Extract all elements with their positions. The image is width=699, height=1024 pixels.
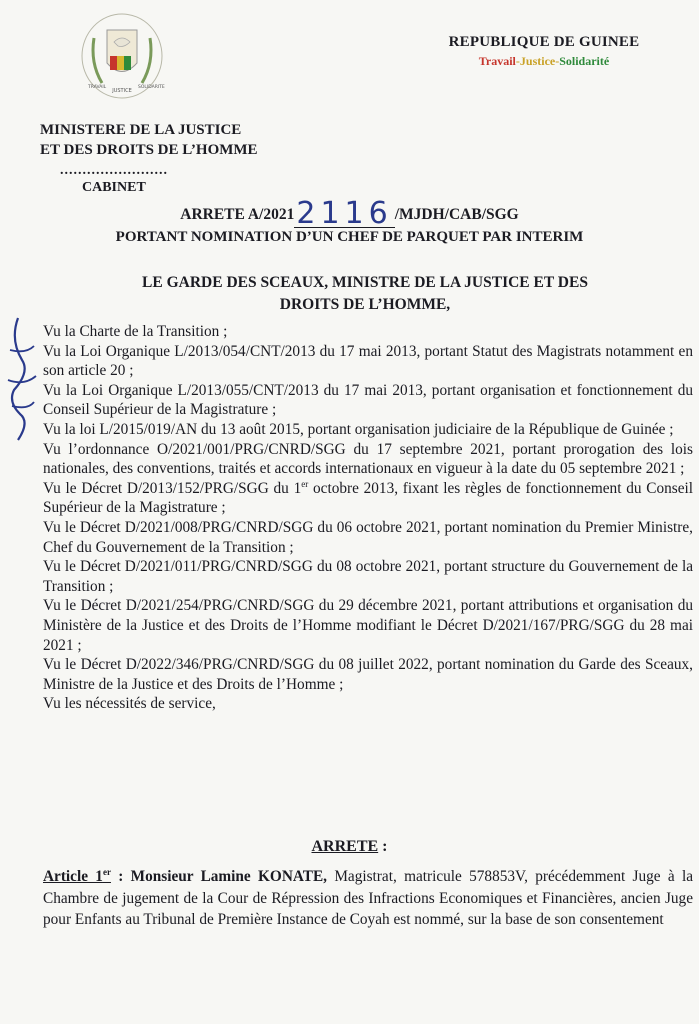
emblem-label-justice: JUSTICE xyxy=(112,88,132,94)
visa-line: Vu le Décret D/2021/008/PRG/CNRD/SGG du 06 octobre 2021, portant nomination du Premier Ministre, Chef du Gouvernement de la Transition ; xyxy=(43,518,693,556)
ordinal-suffix: er xyxy=(301,478,309,489)
motto-solidarite: Solidarité xyxy=(559,54,610,68)
republic-title: REPUBLIQUE DE GUINEE xyxy=(448,34,640,50)
arrete-prefix: ARRETE A/2021 xyxy=(180,206,295,223)
article-1 xyxy=(43,866,693,931)
ministry-name xyxy=(40,120,258,160)
appointee-name: Monsieur Lamine KONATE, xyxy=(130,868,328,885)
arrete-suffix: /MJDH/CAB/SGG xyxy=(394,206,519,223)
arrete-reference xyxy=(0,192,699,231)
national-motto xyxy=(404,54,684,69)
article-separator: : xyxy=(110,868,131,885)
dotted-separator: ........................ xyxy=(60,163,168,178)
motto-justice: Justice xyxy=(519,54,556,68)
article-text: Magistrat, matricule 578853V, précédemment Juge à la Chambre de jugement de la Cour de Répression des Infractions Economiques et Financières, ancien Juge pour Enfants au Tribunal de Première Instance de Coyah est nommé, sur la base de son consentement xyxy=(43,868,694,928)
visa-line: Vu la Loi Organique L/2013/055/CNT/2013 du 17 mai 2013, portant organisation et fonctionnement du Conseil Supérieur de la Magistrature ; xyxy=(43,381,693,419)
visa-line: Vu l’ordonnance O/2021/001/PRG/CNRD/SGG du 17 septembre 2021, portant prorogation des lois nationales, des conventions, traités et accords internationaux en vigueur à la date du 05 septembre 2021 ; xyxy=(43,440,693,478)
visa-line: Vu le Décret D/2021/011/PRG/CNRD/SGG du 08 octobre 2021, portant structure du Gouvernement de la Transition ; xyxy=(43,558,693,595)
visa-text: octobre 2013, fixant les règles de fonctionnement du Conseil Supérieur de la Magistrature ; xyxy=(43,479,693,517)
minister-title xyxy=(40,272,690,316)
minister-title-line: DROITS DE L’HOMME, xyxy=(279,296,451,313)
cabinet-label: CABINET xyxy=(82,180,146,195)
visa-line: Vu le Décret D/2022/346/PRG/CNRD/SGG du 08 juillet 2022, portant nomination du Garde des Sceaux, Ministre de la Justice et des Droits de l’Homme ; xyxy=(43,656,693,693)
arrete-heading-text: ARRETE xyxy=(311,838,379,855)
article-label: Article 1er xyxy=(43,866,111,885)
republic-block xyxy=(404,34,684,69)
arrete-heading-colon: : xyxy=(378,838,388,855)
visa-line: Vu le Décret D/2021/254/PRG/CNRD/SGG du 29 décembre 2021, portant attributions et organisation du Ministère de la Justice et des Droits de l’Homme modifiant le Décret D/2021/167/PRG/SGG du 28 mai 2021 ; xyxy=(43,597,693,654)
visa-line: Vu la loi L/2015/019/AN du 13 août 2015, portant organisation judiciaire de la République de Guinée ; xyxy=(43,420,674,438)
guinea-coat-of-arms-icon xyxy=(72,8,172,108)
visa-line: Vu les nécessités de service, xyxy=(43,695,216,713)
arrete-heading xyxy=(0,838,699,856)
ministry-line: MINISTERE DE LA JUSTICE xyxy=(40,122,242,138)
visas-block xyxy=(43,322,693,714)
ministry-line: ET DES DROITS DE L’HOMME xyxy=(40,142,258,158)
emblem-label-solidarite: SOLIDARITE xyxy=(138,85,165,90)
visa-text: Vu le Décret D/2013/152/PRG/SGG du 1 xyxy=(43,479,302,497)
visa-line xyxy=(43,479,693,518)
motto-dash: - xyxy=(555,54,560,68)
visa-line: Vu la Loi Organique L/2013/054/CNT/2013 du 17 mai 2013, portant Statut des Magistrats notamment en son article 20 ; xyxy=(43,342,693,380)
motto-travail: Travail xyxy=(478,54,516,68)
arrete-number: 2116 xyxy=(296,196,393,231)
arrete-subject: PORTANT NOMINATION D’UN CHEF DE PARQUET PAR INTERIM xyxy=(115,229,584,245)
visa-line: Vu la Charte de la Transition ; xyxy=(43,323,228,340)
minister-title-line: LE GARDE DES SCEAUX, MINISTRE DE LA JUSTICE ET DES xyxy=(142,274,588,291)
motto-dash: - xyxy=(515,54,520,68)
emblem-label-travail: TRAVAIL xyxy=(88,85,107,90)
